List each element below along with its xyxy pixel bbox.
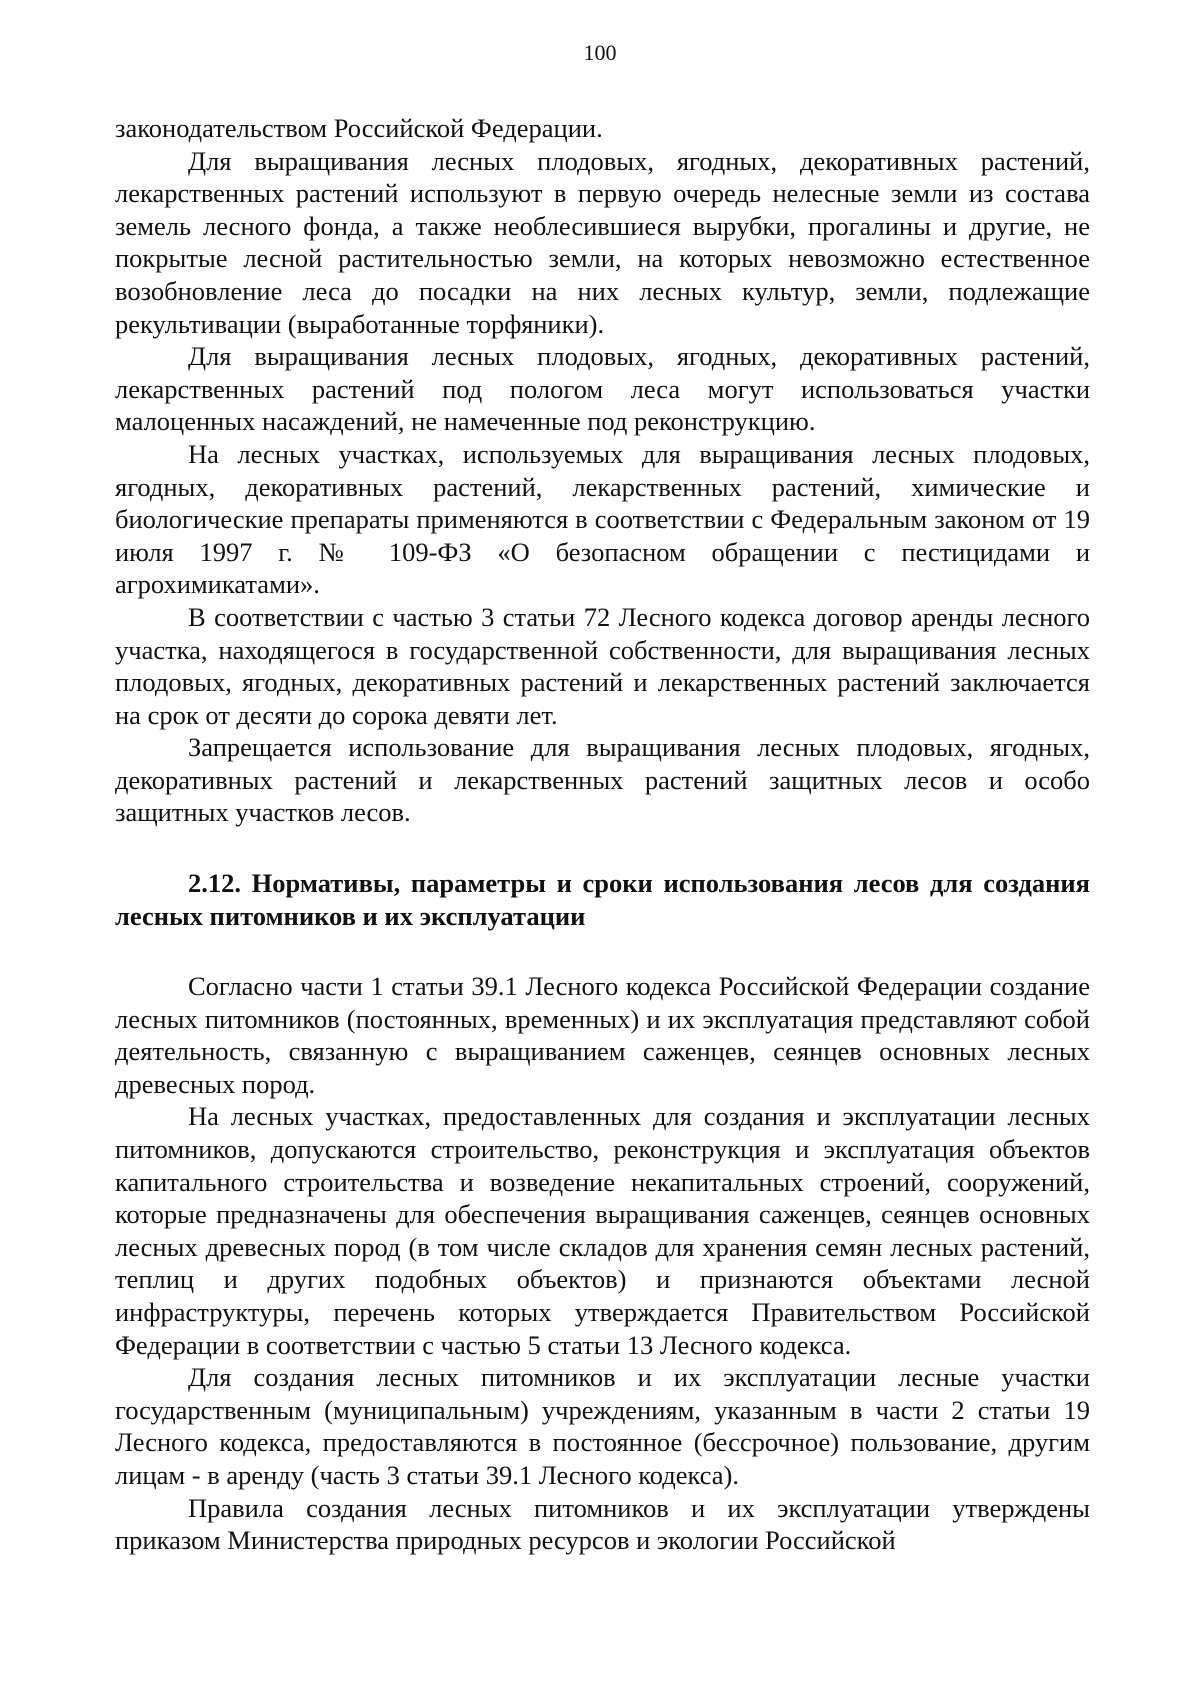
page-number: 100 [583, 40, 617, 65]
paragraph-nursery-rules: Правила создания лесных питомников и их эксплуатации утверждены приказом Министерства природных ресурсов и экологии Российской [115, 1492, 1090, 1556]
paragraph-nursery-provision: Для создания лесных питомников и их эксплуатации лесные участки государственным (муниципальным) учреждениям, указанным в части 2 статьи 19 Лесного кодекса, предоставляются в постоянное (бессрочное) пользование, другим лицам - в аренду (часть 3 статьи 39.1 Лесного кодекса). [115, 1362, 1090, 1490]
document-body [115, 112, 1090, 1557]
paragraph-pesticides: На лесных участках, используемых для выращивания лесных плодовых, ягодных, декоративных растений, лекарственных растений, химические и биологические препараты применяются в соответствии с Федеральным законом от 19 июля 1997 г. № 109-ФЗ «О безопасном обращении с пестицидами и агрохимикатами». [115, 438, 1090, 600]
section-heading: 2.12. Нормативы, параметры и сроки использования лесов для создания лесных питомников и их эксплуатации [115, 868, 1090, 932]
paragraph-canopy-plots: Для выращивания лесных плодовых, ягодных, декоративных растений, лекарственных растений под пологом леса могут использоваться участки малоценных насаждений, не намеченные под реконструкцию. [115, 341, 1090, 437]
paragraph-nursery-definition: Согласно части 1 статьи 39.1 Лесного кодекса Российской Федерации создание лесных питомников (постоянных, временных) и их эксплуатация представляют собой деятельность, связанную с выращиванием саженцев, сеянцев основных лесных древесных пород. [115, 971, 1090, 1099]
paragraph-prohibition: Запрещается использование для выращивания лесных плодовых, ягодных, декоративных растений и лекарственных растений защитных лесов и особо защитных участков лесов. [115, 732, 1090, 828]
paragraph-land-use: Для выращивания лесных плодовых, ягодных, декоративных растений, лекарственных растений используют в первую очередь нелесные земли из состава земель лесного фонда, а также необлесившиеся вырубки, прогалины и другие, не покрытые лесной растительностью земли, на которых невозможно естественное возобновление леса до посадки на них лесных культур, земли, подлежащие рекультивации (выработанные торфяники). [115, 145, 1090, 339]
paragraph-nursery-infrastructure: На лесных участках, предоставленных для создания и эксплуатации лесных питомников, допускаются строительство, реконструкция и эксплуатация объектов капитального строительства и возведение некапитальных строений, сооружений, которые предназначены для обеспечения выращивания саженцев, сеянцев основных лесных древесных пород (в том числе складов для хранения семян лесных растений, теплиц и других подобных объектов) и признаются объектами лесной инфраструктуры, перечень которых утверждается Правительством Российской Федерации в соответствии с частью 5 статьи 13 Лесного кодекса. [115, 1101, 1090, 1360]
paragraph-lease-term: В соответствии с частью 3 статьи 72 Лесного кодекса договор аренды лесного участка, находящегося в государственной собственности, для выращивания лесных плодовых, ягодных, декоративных растений и лекарственных растений заключается на срок от десяти до сорока девяти лет. [115, 601, 1090, 730]
paragraph-continuation: законодательством Российской Федерации. [115, 113, 603, 143]
